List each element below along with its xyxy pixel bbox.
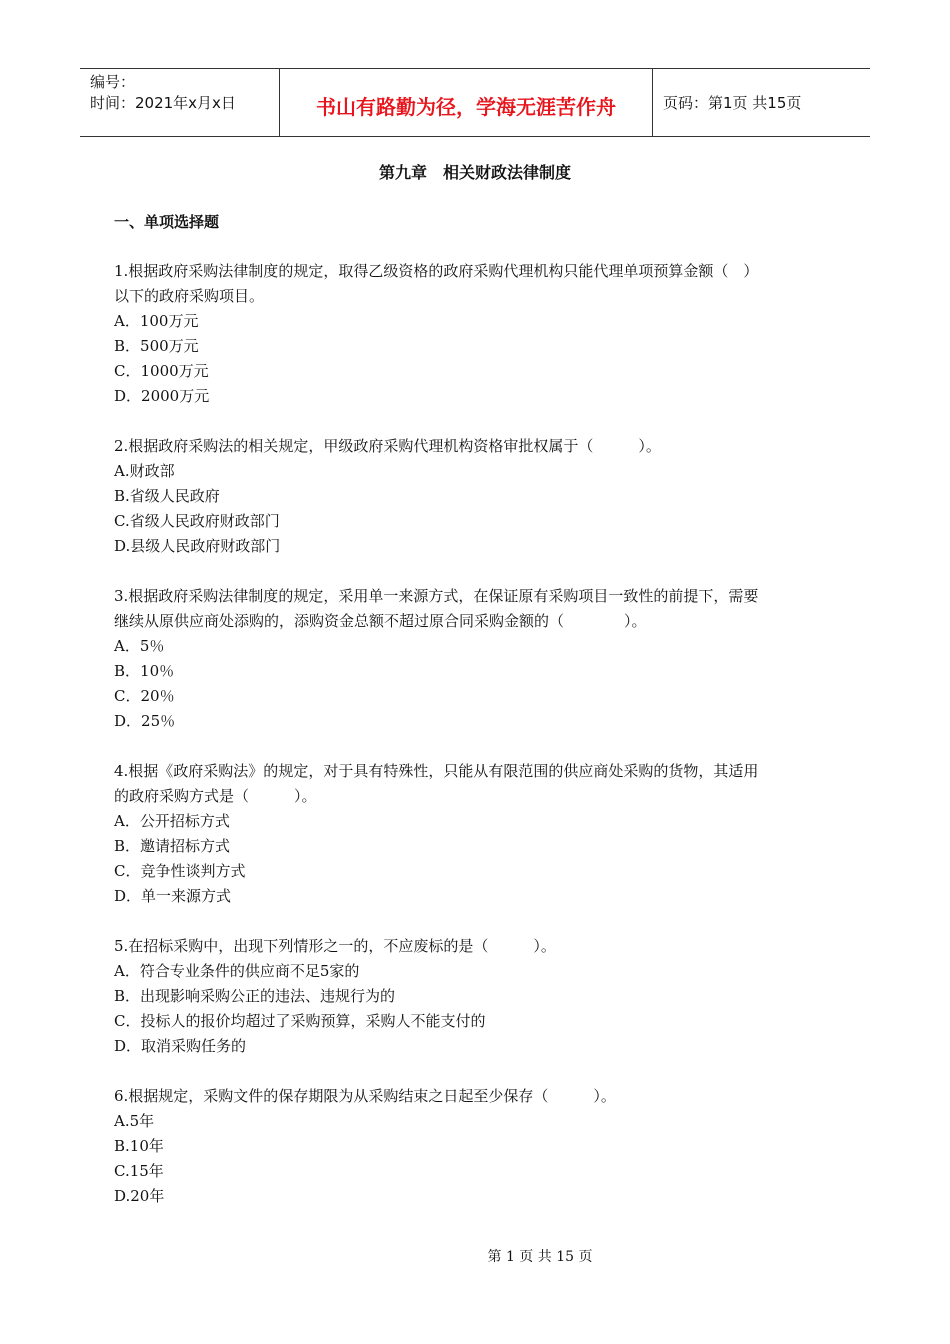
question-stem: 继续从原供应商处添购的，添购资金总额不超过原合同采购金额的（ ）。 [114,612,647,630]
answer-option: C．1000万元 [114,362,209,380]
question-stem: 5.在招标采购中，出现下列情形之一的，不应废标的是（ ）。 [114,937,556,955]
answer-option: B．500万元 [114,337,199,355]
answer-option: C．投标人的报价均超过了采购预算，采购人不能支付的 [114,1012,486,1030]
question-stem: 2.根据政府采购法的相关规定，甲级政府采购代理机构资格审批权属于（ ）。 [114,437,661,455]
question-stem: 3.根据政府采购法律制度的规定，采用单一来源方式，在保证原有采购项目一致性的前提下，需要 [114,587,759,605]
header-page-info: 页码：第1页 共15页 [663,94,802,112]
page-footer: 第 1 页 共 15 页 [487,1249,593,1265]
question-stem: 的政府采购方式是（ ）。 [114,787,317,805]
answer-option: D.20年 [114,1187,165,1205]
question-item [114,934,839,1059]
answer-option: C.15年 [114,1162,164,1180]
answer-option: D．2000万元 [114,387,210,405]
answer-option: A．符合专业条件的供应商不足5家的 [114,962,360,980]
answer-option: B．出现影响采购公正的违法、违规行为的 [114,987,396,1005]
question-stem: 以下的政府采购项目。 [114,287,265,305]
answer-option: D.县级人民政府财政部门 [114,537,281,555]
answer-option: D．25％ [114,712,176,730]
question-item [114,434,839,559]
answer-option: A.财政部 [114,462,175,480]
section-heading: 一、单项选择题 [114,213,220,231]
header-meta [80,69,280,136]
question-item [114,1084,839,1209]
answer-option: D．单一来源方式 [114,887,232,905]
question-item [114,759,839,909]
answer-option: A．公开招标方式 [114,812,230,830]
answer-option: B．邀请招标方式 [114,837,231,855]
header-motto: 书山有路勤为径，学海无涯苦作舟 [280,69,653,136]
question-stem: 1.根据政府采购法律制度的规定，取得乙级资格的政府采购代理机构只能代理单项预算金额（ ） [114,262,759,280]
answer-option: A．100万元 [114,312,199,330]
document-time-label: 时间：2021年x月x日 [90,94,236,112]
answer-option: B.10年 [114,1137,164,1155]
question-list [114,259,839,1234]
question-item [114,584,839,734]
answer-option: B.省级人民政府 [114,487,220,505]
answer-option: A．5％ [114,637,165,655]
answer-option: C．20％ [114,687,175,705]
answer-option: C．竞争性谈判方式 [114,862,246,880]
question-item [114,259,839,409]
document-header [80,68,870,137]
question-stem: 6.根据规定，采购文件的保存期限为从采购结束之日起至少保存（ ）。 [114,1087,616,1105]
question-stem: 4.根据《政府采购法》的规定，对于具有特殊性，只能从有限范围的供应商处采购的货物，其适用 [114,762,759,780]
answer-option: C.省级人民政府财政部门 [114,512,280,530]
chapter-title: 第九章 相关财政法律制度 [378,163,571,182]
answer-option: A.5年 [114,1112,155,1130]
answer-option: B．10％ [114,662,175,680]
answer-option: D．取消采购任务的 [114,1037,247,1055]
document-number-label: 编号： [90,73,136,91]
